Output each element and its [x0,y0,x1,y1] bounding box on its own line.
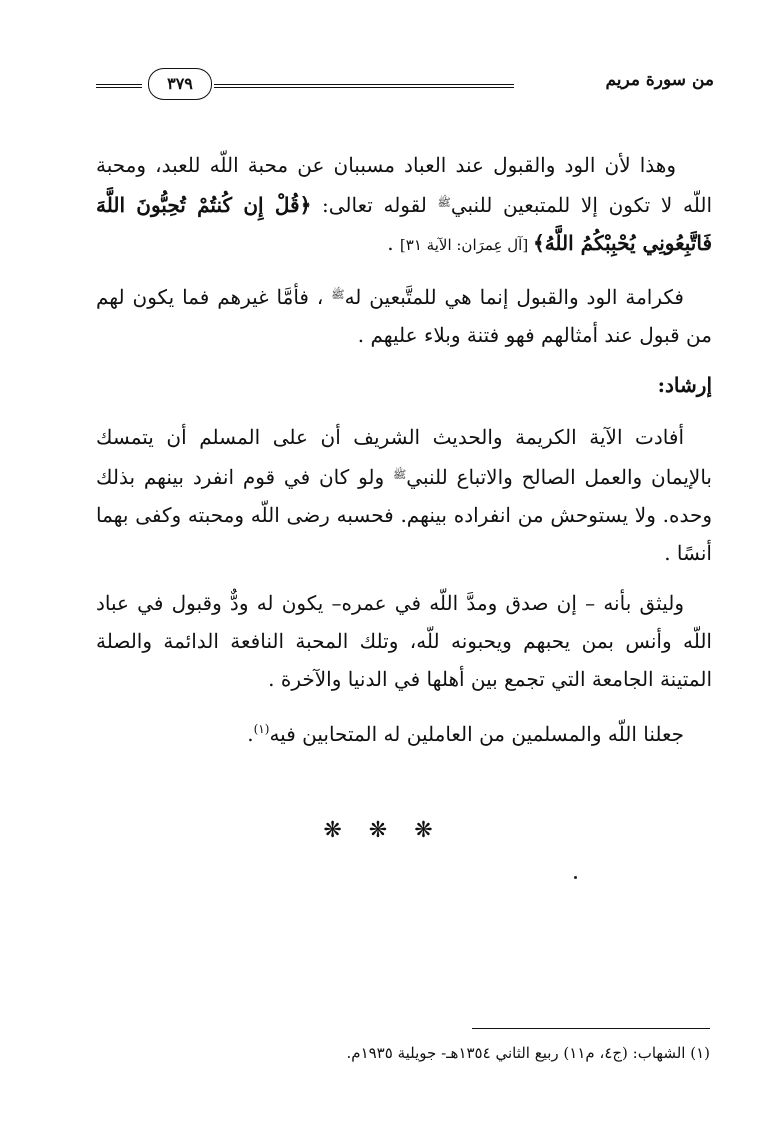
salutation-mark: ﷺ [331,288,345,301]
page-number: ٣٧٩ [148,68,212,100]
footnote: (١) الشهاب: (ج٤، م١١) ربيع الثاني ١٣٥٤هـ- جويلية ١٩٣٥م. [346,1044,710,1062]
paragraph-5-text: جعلنا اللّه والمسلمين من العاملين له المتحابين فيه [269,722,684,746]
quran-verse: ﴿قُلْ إِن كُنتُمْ تُحِبُّونَ اللَّهَ فَاتَّبِعُونِي يُحْبِبْكُمُ اللَّهُ﴾ [96,193,712,255]
paragraph-1 [96,146,712,264]
paragraph-1-mid: لقوله تعالى: [311,193,438,217]
header-rule-middle [214,84,514,88]
verse-reference: [آل عِمرَان: الآية ٣١] [399,236,533,254]
paragraph-2 [96,276,712,354]
section-heading: إرشاد: [657,373,712,397]
paragraph-3-end: ولو كان في قوم انفرد بينهم بذلك وحده. ولا يستوحش من انفراده بينهم. فحسبه رضى اللّه ومحبته وكفى بهما أنسًا . [96,465,712,565]
paragraph-2-text: فكرامة الود والقبول إنما هي للمتَّبعين له [344,285,684,309]
paragraph-3 [96,418,712,572]
paragraph-1-end: . [387,231,400,255]
paragraph-2-end: ، فأمَّا غيرهم فما يكون لهم من قبول عند أمثالهم فهو فتنة وبلاء عليهم . [96,285,712,347]
salutation-mark: ﷺ [437,196,451,209]
paragraph-3-text: أفادت الآية الكريمة والحديث الشريف أن على المسلم أن يتمسك بالإيمان والعمل الصالح والاتباع للنبي [96,425,712,489]
paragraph-1-text: وهذا لأن الود والقبول عند العباد مسببان عن محبة اللّه للعبد، ومحبة اللّه لا تكون إلا للمتبعين للنبي [96,153,713,217]
footnote-marker: (١) [253,722,270,736]
main-text [96,146,712,765]
paragraph-5 [96,710,712,753]
header-rule-left [96,84,142,88]
footnote-rule [472,1028,710,1029]
ink-speck [574,876,577,879]
paragraph-4: وليثق بأنه – إن صدق ومدَّ اللّه في عمره– يكون له ودٌّ وقبول في عباد اللّه وأنس بمن يحبهم ويحبونه للّه، وتلك المحبة النافعة الدائمة والصلة المتينة الجامعة التي تجمع بين أهلها في الدنيا والآخرة . [96,591,712,691]
paragraph-5-end: . [247,722,254,746]
salutation-mark: ﷺ [392,468,407,481]
running-header [96,64,714,104]
section-separator: ❋ ❋ ❋ [323,818,443,843]
chapter-title: من سورة مريم [605,70,714,90]
